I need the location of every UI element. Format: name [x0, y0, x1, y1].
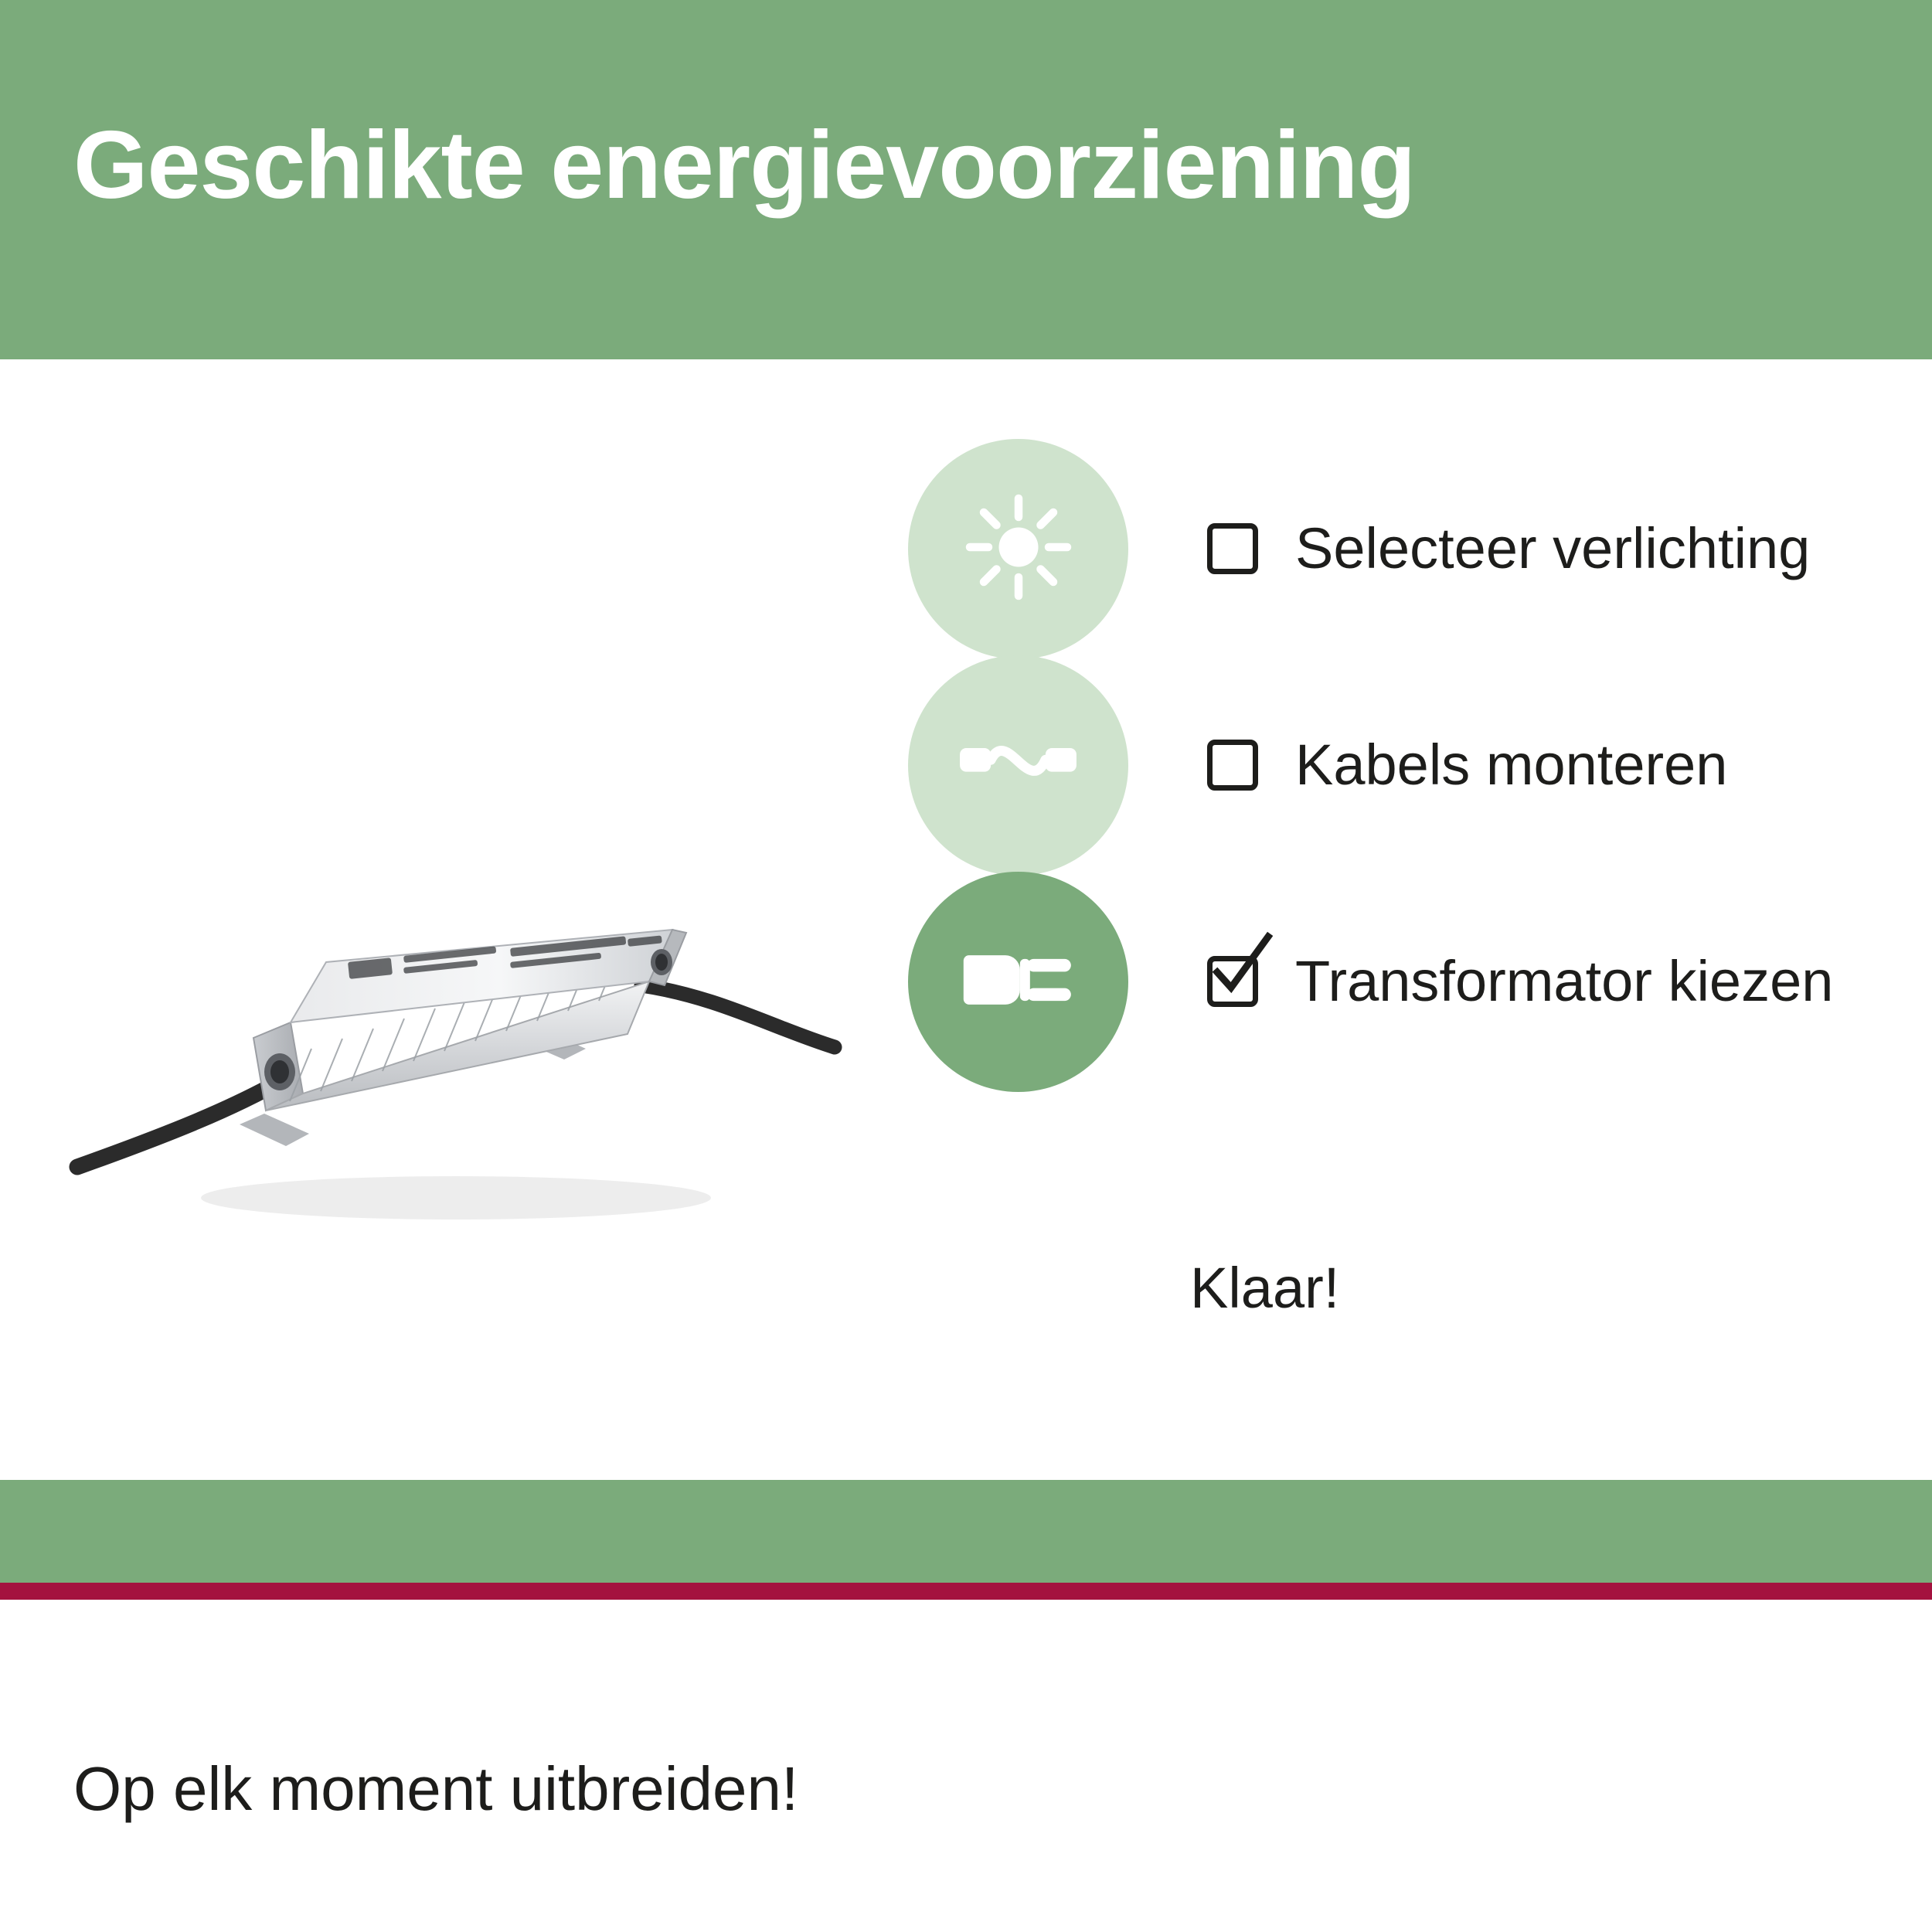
- plug-icon: [954, 930, 1082, 1034]
- footer-text: Op elk moment uitbreiden!: [73, 1754, 799, 1823]
- page-title: Geschikte energievoorziening: [73, 112, 1416, 219]
- plug-icon-circle: [908, 872, 1128, 1092]
- done-text: Klaar!: [1190, 1256, 1340, 1320]
- checklist-label-mount-cables: Kabels monteren: [1295, 733, 1728, 797]
- checklist-label-select-lighting: Selecteer verlichting: [1295, 516, 1811, 580]
- checkbox-choose-transformer[interactable]: [1190, 956, 1275, 1007]
- checkbox-box-checked[interactable]: [1207, 956, 1258, 1007]
- red-divider-band: [0, 1583, 1932, 1600]
- cable-icon-circle: [908, 655, 1128, 876]
- checklist-label-choose-transformer: Transformator kiezen: [1295, 949, 1834, 1013]
- checkbox-select-lighting[interactable]: [1190, 523, 1275, 574]
- checkbox-box[interactable]: [1207, 740, 1258, 791]
- checkbox-box[interactable]: [1207, 523, 1258, 574]
- checkmark-icon: [1205, 929, 1276, 1000]
- cable-icon: [954, 717, 1082, 814]
- checklist-item-choose-transformer[interactable]: [908, 873, 1905, 1090]
- green-divider-band: [0, 1480, 1932, 1583]
- checklist-item-select-lighting[interactable]: [908, 440, 1905, 657]
- header-band: [0, 0, 1932, 359]
- sun-icon-circle: [908, 439, 1128, 659]
- checkbox-mount-cables[interactable]: [1190, 740, 1275, 791]
- main-content: [0, 359, 1932, 1480]
- product-image: [54, 846, 842, 1279]
- checklist: [908, 440, 1905, 1090]
- checklist-item-mount-cables[interactable]: [908, 657, 1905, 873]
- sun-icon: [961, 489, 1077, 609]
